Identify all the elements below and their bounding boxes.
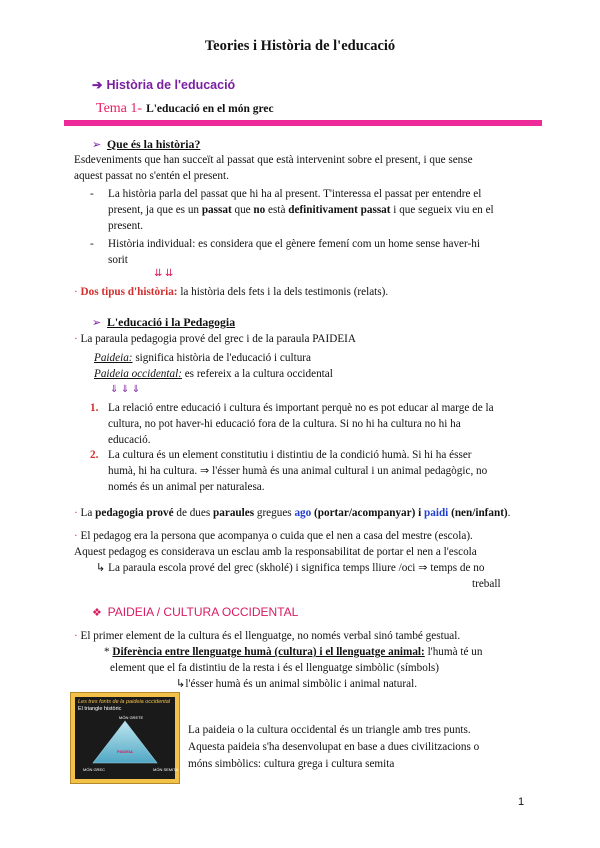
numbered-line: La cultura és un element constitutiu i distintiu de la condició humà. Si hi ha ésser <box>108 449 472 461</box>
bullet-line <box>108 202 494 218</box>
bold-blue-run: ago <box>294 507 312 519</box>
text-run: que <box>231 204 254 216</box>
bullet-dot: · <box>74 333 78 345</box>
document-title: Teories i Història de l'educació <box>204 38 396 54</box>
paragraph-line: Aquest pedagog es considerava un esclau amb la responsabilitat de portar el nen a l'escola <box>74 546 477 558</box>
bold-run: passat <box>201 204 232 216</box>
numbered-line: cultura, no pot haver-hi educació fora de la cultura. Si no hi ha cultura no hi ha <box>108 418 461 430</box>
tema-description: L'educació en el món grec <box>146 103 274 115</box>
text-run: l'humà té un <box>424 646 483 658</box>
escola-line <box>96 560 484 576</box>
page-number: 1 <box>518 796 525 808</box>
term: Paideia: <box>94 352 133 364</box>
text-run: El primer element de la cultura és el llenguatge, no només verbal sinó també gestual. <box>80 630 461 642</box>
arrowhead-icon: ➢ <box>92 317 102 329</box>
divider-bar <box>64 120 542 126</box>
return-arrow-icon: ↳ <box>96 562 106 574</box>
text-run: . <box>507 507 511 519</box>
bullet-dot: · <box>74 530 78 542</box>
bold-run: definitivament passat <box>288 204 391 216</box>
arrowhead-icon: ➢ <box>92 139 102 151</box>
diagram-right-label: MÓN SEMITA <box>153 767 179 772</box>
definition-paideia <box>94 350 311 366</box>
paragraph-line: ↳l'ésser humà és un animal simbòlic i animal natural. <box>176 678 417 690</box>
bold-run: no <box>253 204 266 216</box>
paragraph-line <box>74 628 460 644</box>
triangle-text-line: La paideia o la cultura occidental és un triangle amb tres punts. <box>188 724 471 736</box>
definition-occidental <box>94 366 333 382</box>
text-run: gregues <box>254 507 295 519</box>
paragraph-line <box>74 528 473 544</box>
escola-line-end: treball <box>472 578 501 590</box>
text-run: està <box>265 204 289 216</box>
asterisk: * <box>104 646 110 658</box>
bullet-line: present. <box>108 220 144 232</box>
paragraph-line: Esdeveniments que han succeït al passat que està intervenint sobre el present, i que sense <box>74 154 473 166</box>
pedagogia-origin-line <box>74 505 510 521</box>
section-label: PAIDEIA / CULTURA OCCIDENTAL <box>107 605 299 619</box>
diamond-star-icon: ❖ <box>92 607 103 619</box>
term: Paideia occidental: <box>94 368 182 380</box>
bold-run: paraules <box>213 507 255 519</box>
diagram-left-label: MÓN GREC <box>83 767 105 772</box>
paragraph-line: aquest passat no s'entén el present. <box>74 170 229 182</box>
section-label: Història de l'educació <box>106 78 236 92</box>
arrow-right-icon: ➔ <box>92 78 103 92</box>
section-heading-history <box>92 76 235 94</box>
diagram-top-label: MÓN GRETE <box>119 715 144 720</box>
bullet-dot: · <box>74 507 78 519</box>
definition: significa història de l'educació i cultura <box>132 352 311 364</box>
triangle-text-line: móns simbòlics: cultura grega i cultura semita <box>188 758 395 770</box>
paragraph-line <box>74 331 356 347</box>
text-run: El pedagog era la persona que acompanya o cuida que el nen a casa del mestre (escola). <box>80 530 473 542</box>
bold-red-run: Dos tipus d'història: <box>80 286 178 298</box>
numbered-line: humà, hi ha cultura. ⇒ l'ésser humà és una animal cultural i un animal pedagògic, no <box>108 465 488 477</box>
bold-run: (portar/acompanyar) i <box>311 507 425 519</box>
down-arrow-marks: ⇓ ⇓ ⇓ <box>110 384 141 395</box>
numbered-line: només és un animal per naturalesa. <box>108 481 265 493</box>
text-run: La paraula escola prové del grec (skholé) i significa temps lliure /oci ⇒ temps de no <box>108 562 485 574</box>
diagram-subtitle: El triangle històric <box>78 706 122 712</box>
number-marker: 2. <box>90 449 99 461</box>
bullet-dot: · <box>74 286 78 298</box>
text-run: i que segueix viu en el <box>390 204 494 216</box>
bold-blue-run: paidi <box>424 507 449 519</box>
text-run: la història dels fets i la dels testimonis (relats). <box>177 286 389 298</box>
numbered-line: educació. <box>108 434 151 446</box>
bold-underline-run: Diferència entre llenguatge humà (cultura) i el llenguatge animal: <box>112 646 425 658</box>
triangle-text-line: Aquesta paideia s'ha desenvolupat en base a dues civilitzacions o <box>188 741 480 753</box>
bullet-dot: · <box>74 630 78 642</box>
bold-run: (nen/infant) <box>448 507 508 519</box>
bold-run: pedagogia prové <box>95 507 174 519</box>
bullet-line: Història individual: es considera que el gènere femení com un home sense haver-hi <box>108 238 480 250</box>
subheading-que-es-historia <box>92 136 200 153</box>
bullet-line: La història parla del passat que hi ha al present. T'interessa el passat per entendre el <box>108 188 482 200</box>
numbered-line: La relació entre educació i cultura és important perquè no es pot educar al marge de la <box>108 402 494 414</box>
double-arrow-marks: ⇊ ⇊ <box>154 268 174 279</box>
section-heading-paideia <box>92 604 298 621</box>
definition: es refereix a la cultura occidental <box>181 368 333 380</box>
diagram-background <box>75 697 179 779</box>
text-run: de dues <box>173 507 214 519</box>
number-marker: 1. <box>90 402 99 414</box>
triangle-diagram-image <box>70 692 180 784</box>
tema-heading <box>96 99 274 117</box>
text-run: La paraula pedagogia prové del grec i de la paraula PAIDEIA <box>80 333 356 345</box>
subheading-text: Que és la història? <box>106 137 201 151</box>
difference-line <box>104 644 482 660</box>
dash-bullet: - <box>90 238 94 250</box>
dos-tipus-line <box>74 284 388 300</box>
dash-bullet: - <box>90 188 94 200</box>
tema-label: Tema 1- <box>96 101 143 116</box>
text-run: La <box>80 507 96 519</box>
bullet-line: sorit <box>108 254 128 266</box>
diagram-title: Les tres fonts de la paideia occidental <box>78 699 171 705</box>
diagram-center-label: PAIDEIA <box>117 749 133 754</box>
text-run: present, ja que es un <box>108 204 202 216</box>
subheading-educacio-pedagogia <box>92 314 235 331</box>
paragraph-line: element que el fa distintiu de la resta i és el llenguatge simbòlic (símbols) <box>110 662 440 674</box>
subheading-text: L'educació i la Pedagogia <box>106 315 236 329</box>
